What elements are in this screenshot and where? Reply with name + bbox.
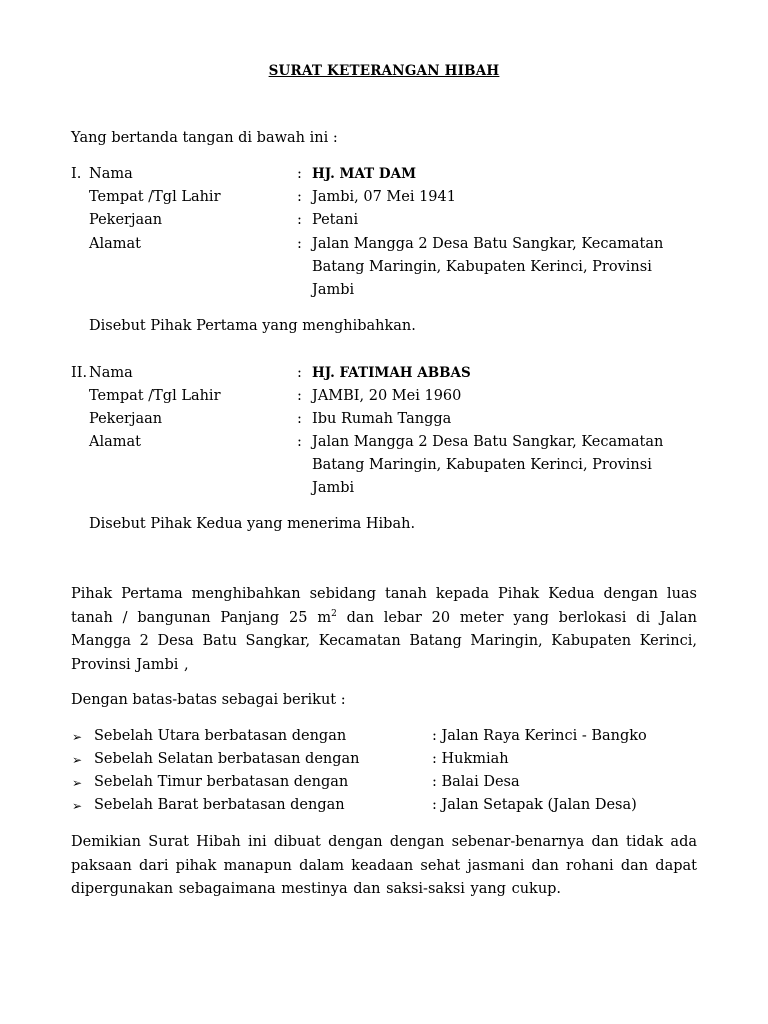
- party-number: II.: [71, 365, 88, 381]
- party-first-designation: Disebut Pihak Pertama yang menghibahkan.: [89, 318, 416, 334]
- grant-text-end: dan lebar 20 meter yang berlokasi di Jalan Mangga 2 Desa Batu Sangkar, Kecamatan Batang Maringin, Kabupaten Kerinci, Provinsi Jambi ,: [71, 609, 698, 673]
- party-second-address-line: Batang Maringin, Kabupaten Kerinci, Provinsi: [312, 457, 652, 473]
- grant-text-start: Pihak Pertama menghibahkan sebidang tanah kepada Pihak Kedua dengan luas tanah / bangunan Panjang 25 m: [71, 586, 697, 626]
- party-first-birth: Jambi, 07 Mei 1941: [312, 189, 456, 205]
- party-second-designation: Disebut Pihak Kedua yang menerima Hibah.: [89, 516, 416, 532]
- party-first-address-line: Jambi: [312, 282, 355, 298]
- colon: :: [297, 365, 302, 381]
- party-second-name: HJ. FATIMAH ABBAS: [312, 365, 471, 381]
- occupation-label: Pekerjaan: [89, 212, 163, 228]
- party-first-name: HJ. MAT DAM: [312, 166, 417, 182]
- boundary-value: : Jalan Setapak (Jalan Desa): [432, 797, 637, 813]
- colon: :: [297, 411, 302, 427]
- boundary-side: Sebelah Barat berbatasan dengan: [94, 797, 345, 813]
- document-title: SURAT KETERANGAN HIBAH: [268, 63, 500, 79]
- closing-paragraph: Demikian Surat Hibah ini dibuat dengan dengan sebenar-benarnya dan tidak ada paksaan dari pihak manapun dalam keadaan sehat jasmani dan rohani dan dapat dipergunakan sebagaimana mestinya dan saksi-saksi yang cukup.: [71, 834, 697, 897]
- boundary-side: Sebelah Selatan berbatasan dengan: [94, 751, 360, 767]
- arrow-bullet-icon: ➢: [72, 799, 83, 813]
- boundary-side: Sebelah Utara berbatasan dengan: [94, 728, 347, 744]
- party-second-address-line: Jambi: [312, 480, 355, 496]
- colon: :: [297, 236, 302, 252]
- birth-label: Tempat /Tgl Lahir: [89, 388, 221, 404]
- boundary-value: : Jalan Raya Kerinci - Bangko: [432, 728, 647, 744]
- boundary-value: : Hukmiah: [432, 751, 509, 767]
- colon: :: [297, 388, 302, 404]
- intro-text: Yang bertanda tangan di bawah ini :: [71, 130, 338, 146]
- boundary-side: Sebelah Timur berbatasan dengan: [94, 774, 349, 790]
- grant-paragraph: [71, 583, 697, 677]
- arrow-bullet-icon: ➢: [72, 776, 83, 790]
- area-superscript: 2: [331, 608, 337, 619]
- colon: :: [297, 434, 302, 450]
- birth-label: Tempat /Tgl Lahir: [89, 189, 221, 205]
- name-label: Nama: [89, 365, 133, 381]
- party-first-address-line: Jalan Mangga 2 Desa Batu Sangkar, Kecamatan: [312, 236, 664, 252]
- colon: :: [297, 189, 302, 205]
- arrow-bullet-icon: ➢: [72, 753, 83, 767]
- boundaries-intro: Dengan batas-batas sebagai berikut :: [71, 692, 346, 708]
- address-label: Alamat: [89, 434, 141, 450]
- occupation-label: Pekerjaan: [89, 411, 163, 427]
- name-label: Nama: [89, 166, 133, 182]
- arrow-bullet-icon: ➢: [72, 730, 83, 744]
- party-second-occupation: Ibu Rumah Tangga: [312, 411, 452, 427]
- party-second-birth: JAMBI, 20 Mei 1960: [312, 388, 462, 404]
- party-second-address-line: Jalan Mangga 2 Desa Batu Sangkar, Kecamatan: [312, 434, 664, 450]
- boundary-value: : Balai Desa: [432, 774, 520, 790]
- party-first-address-line: Batang Maringin, Kabupaten Kerinci, Provinsi: [312, 259, 652, 275]
- party-first-occupation: Petani: [312, 212, 359, 228]
- colon: :: [297, 212, 302, 228]
- address-label: Alamat: [89, 236, 141, 252]
- party-number: I.: [71, 166, 82, 182]
- colon: :: [297, 166, 302, 182]
